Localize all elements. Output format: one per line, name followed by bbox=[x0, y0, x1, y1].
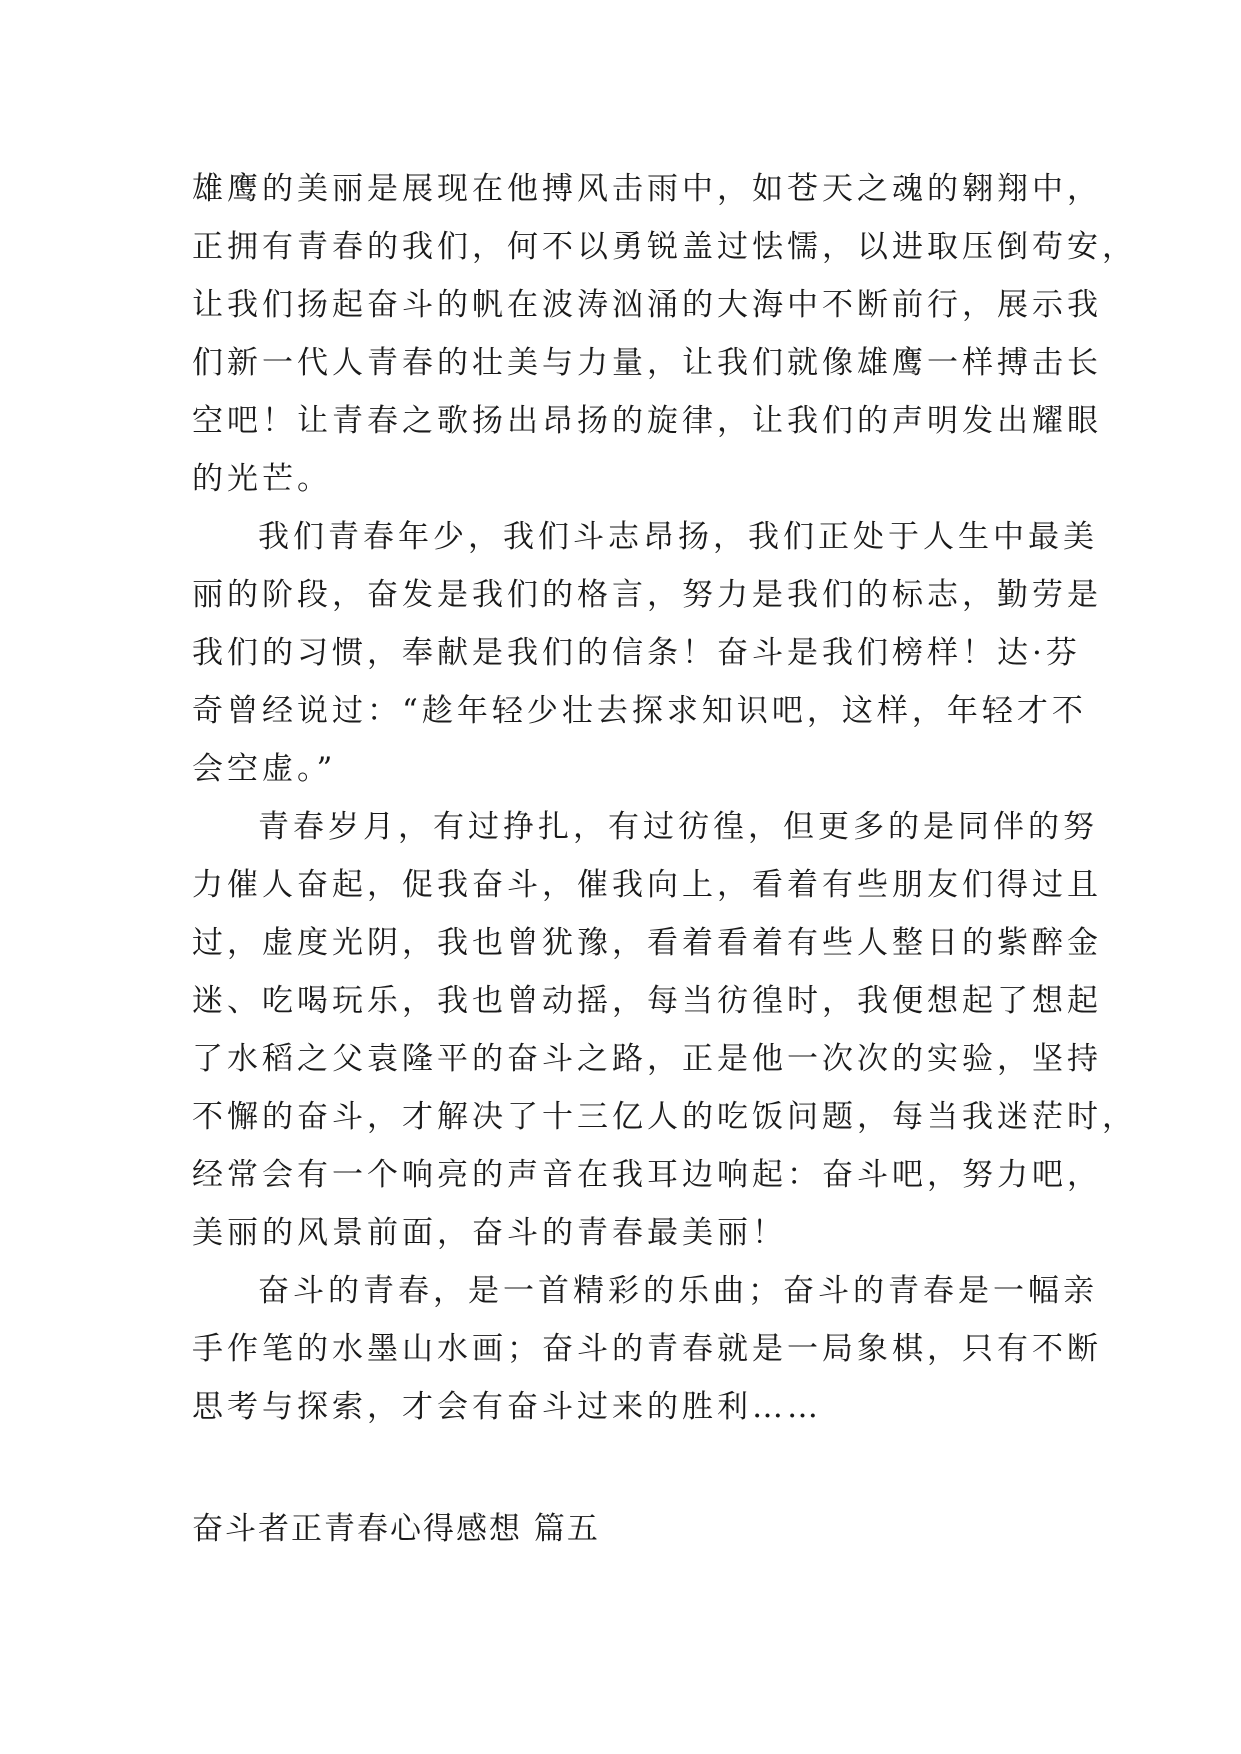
text-line: 过，虚度光阴，我也曾犹豫，看着看着有些人整日的紫醉金 bbox=[192, 925, 1102, 961]
text-line: 雄鹰的美丽是展现在他搏风击雨中，如苍天之魂的翱翔中， bbox=[192, 171, 1102, 207]
text-line: 的光芒。 bbox=[192, 461, 332, 497]
text-line: 空吧！让青春之歌扬出昂扬的旋律，让我们的声明发出耀眼 bbox=[192, 403, 1102, 439]
text-line: 丽的阶段，奋发是我们的格言，努力是我们的标志，勤劳是 bbox=[192, 577, 1102, 613]
section-heading: 奋斗者正青春心得感想 篇五 bbox=[192, 1511, 600, 1547]
text-line: 美丽的风景前面，奋斗的青春最美丽！ bbox=[192, 1215, 787, 1251]
paragraph bbox=[192, 798, 1137, 1262]
text-line: 让我们扬起奋斗的帆在波涛汹涌的大海中不断前行，展示我 bbox=[192, 287, 1102, 323]
document-body bbox=[192, 160, 1137, 1558]
text-line: 青春岁月，有过挣扎，有过彷徨，但更多的是同伴的努 bbox=[258, 809, 1098, 845]
text-line: 我们青春年少，我们斗志昂扬，我们正处于人生中最美 bbox=[258, 519, 1098, 555]
paragraph bbox=[192, 508, 1102, 798]
text-line: 手作笔的水墨山水画；奋斗的青春就是一局象棋，只有不断 bbox=[192, 1331, 1102, 1367]
text-line: 经常会有一个响亮的声音在我耳边响起：奋斗吧，努力吧， bbox=[192, 1157, 1102, 1193]
text-line: 力催人奋起，促我奋斗，催我向上，看着有些朋友们得过且 bbox=[192, 867, 1102, 903]
paragraph bbox=[192, 1262, 1102, 1436]
text-line: 奇曾经说过：“趁年轻少壮去探求知识吧，这样，年轻才不 bbox=[192, 693, 1087, 729]
text-line: 正拥有青春的我们，何不以勇锐盖过怯懦，以进取压倒苟安， bbox=[192, 229, 1137, 265]
text-line: 迷、吃喝玩乐，我也曾动摇，每当彷徨时，我便想起了想起 bbox=[192, 983, 1102, 1019]
text-line: 我们的习惯，奉献是我们的信条！奋斗是我们榜样！达·芬 bbox=[192, 635, 1081, 671]
text-line: 不懈的奋斗，才解决了十三亿人的吃饭问题，每当我迷茫时， bbox=[192, 1099, 1137, 1135]
paragraph bbox=[192, 160, 1137, 508]
paragraph-spacer bbox=[192, 1436, 1054, 1500]
text-line: 了水稻之父袁隆平的奋斗之路，正是他一次次的实验，坚持 bbox=[192, 1041, 1102, 1077]
text-line: 奋斗的青春，是一首精彩的乐曲；奋斗的青春是一幅亲 bbox=[258, 1273, 1098, 1309]
text-line: 思考与探索，才会有奋斗过来的胜利…… bbox=[192, 1389, 822, 1425]
text-line: 们新一代人青春的壮美与力量，让我们就像雄鹰一样搏击长 bbox=[192, 345, 1102, 381]
text-line: 会空虚。” bbox=[192, 751, 337, 787]
